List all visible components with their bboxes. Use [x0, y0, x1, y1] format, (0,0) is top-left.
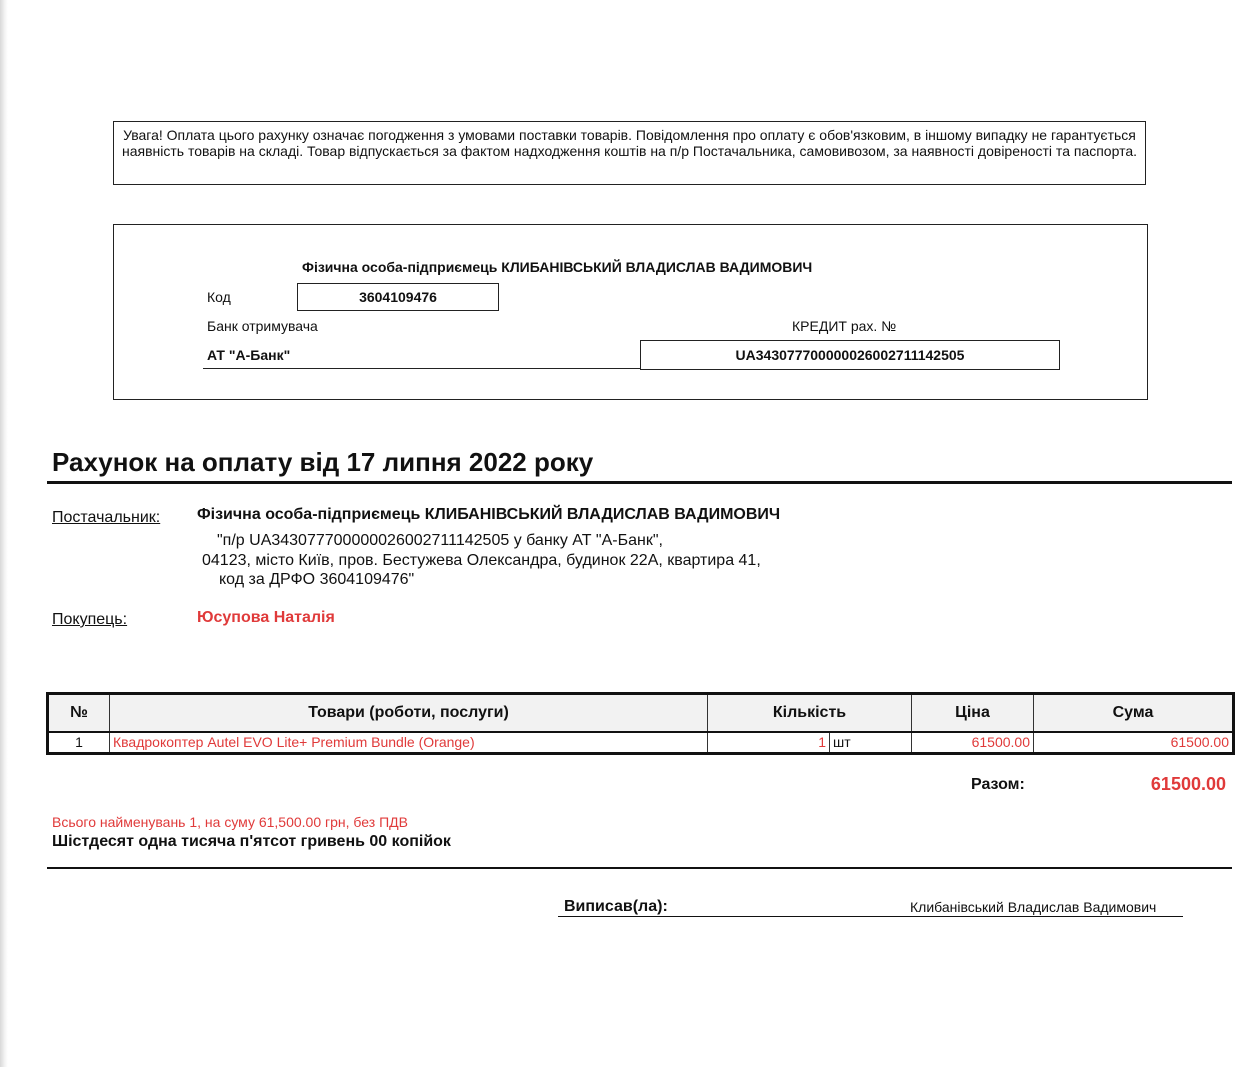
total-value: 61500.00 — [1150, 774, 1226, 794]
amount-in-words: Шістдесят одна тисяча п'ятсот гривень 00 копійок — [52, 833, 451, 850]
header-number: № — [48, 694, 110, 732]
buyer-label: Покупець: — [52, 611, 128, 628]
title-divider — [47, 481, 1232, 484]
total-label: Разом: — [971, 776, 1025, 793]
supplier-tax-code-line: код за ДРФО 3604109476" — [219, 571, 415, 588]
bank-name: АТ "А-Банк" — [207, 347, 291, 363]
credit-account-label: КРЕДИТ рах. № — [792, 318, 897, 334]
header-sum: Сума — [1034, 694, 1234, 732]
row-sum: 61500.00 — [1034, 732, 1234, 754]
table-header-row — [48, 694, 1234, 732]
code-label: Код — [207, 289, 231, 305]
payment-notice: Увага! Оплата цього рахунку означає погодження з умовами поставки товарів. Повідомлення про оплату є обов'язковим, в іншому випадку не гарантується наявність товарів на складі. Товар відпускається за фактом надходження коштів на п/р Постачальника, самовивозом, за наявності довіреності та паспорта. — [113, 121, 1146, 185]
row-number: 1 — [48, 732, 110, 754]
header-goods: Товари (роботи, послуги) — [110, 694, 708, 732]
row-goods: Квадрокоптер Autel EVO Lite+ Premium Bundle (Orange) — [110, 732, 708, 754]
supplier-name: Фізична особа-підприємець КЛИБАНІВСЬКИЙ ВЛАДИСЛАВ ВАДИМОВИЧ — [197, 506, 781, 523]
iban-value: UA343077700000026002711142505 — [640, 340, 1060, 370]
supplier-account-line: "п/р UA343077700000026002711142505 у банку АТ "А-Банк", — [217, 532, 663, 549]
payee-details-box — [113, 224, 1148, 400]
header-price: Ціна — [912, 694, 1034, 732]
header-quantity: Кількість — [708, 694, 912, 732]
supplier-label: Постачальник: — [52, 509, 161, 526]
supplier-address-line: 04123, місто Київ, пров. Бестужева Олександра, будинок 22А, квартира 41, — [202, 552, 761, 569]
row-price: 61500.00 — [912, 732, 1034, 754]
payee-name: Фізична особа-підприємець КЛИБАНІВСЬКИЙ ВЛАДИСЛАВ ВАДИМОВИЧ — [302, 259, 813, 275]
table-row — [48, 732, 1234, 754]
bank-label: Банк отримувача — [207, 318, 318, 334]
signed-by-label: Виписав(ла): — [564, 898, 668, 915]
signer-name: Клибанівський Владислав Вадимович — [910, 899, 1157, 915]
bottom-divider — [47, 867, 1232, 869]
bank-underline — [203, 368, 641, 369]
row-unit: шт — [830, 732, 912, 754]
items-summary: Всього найменувань 1, на суму 61,500.00 грн, без ПДВ — [52, 814, 408, 830]
page-edge-shadow — [0, 0, 8, 1067]
items-table — [46, 692, 1235, 755]
code-value: 3604109476 — [297, 283, 499, 311]
signature-line — [558, 916, 1183, 917]
row-quantity: 1 — [708, 732, 830, 754]
buyer-name: Юсупова Наталія — [197, 609, 335, 626]
page-title: Рахунок на оплату від 17 липня 2022 року — [52, 447, 594, 477]
